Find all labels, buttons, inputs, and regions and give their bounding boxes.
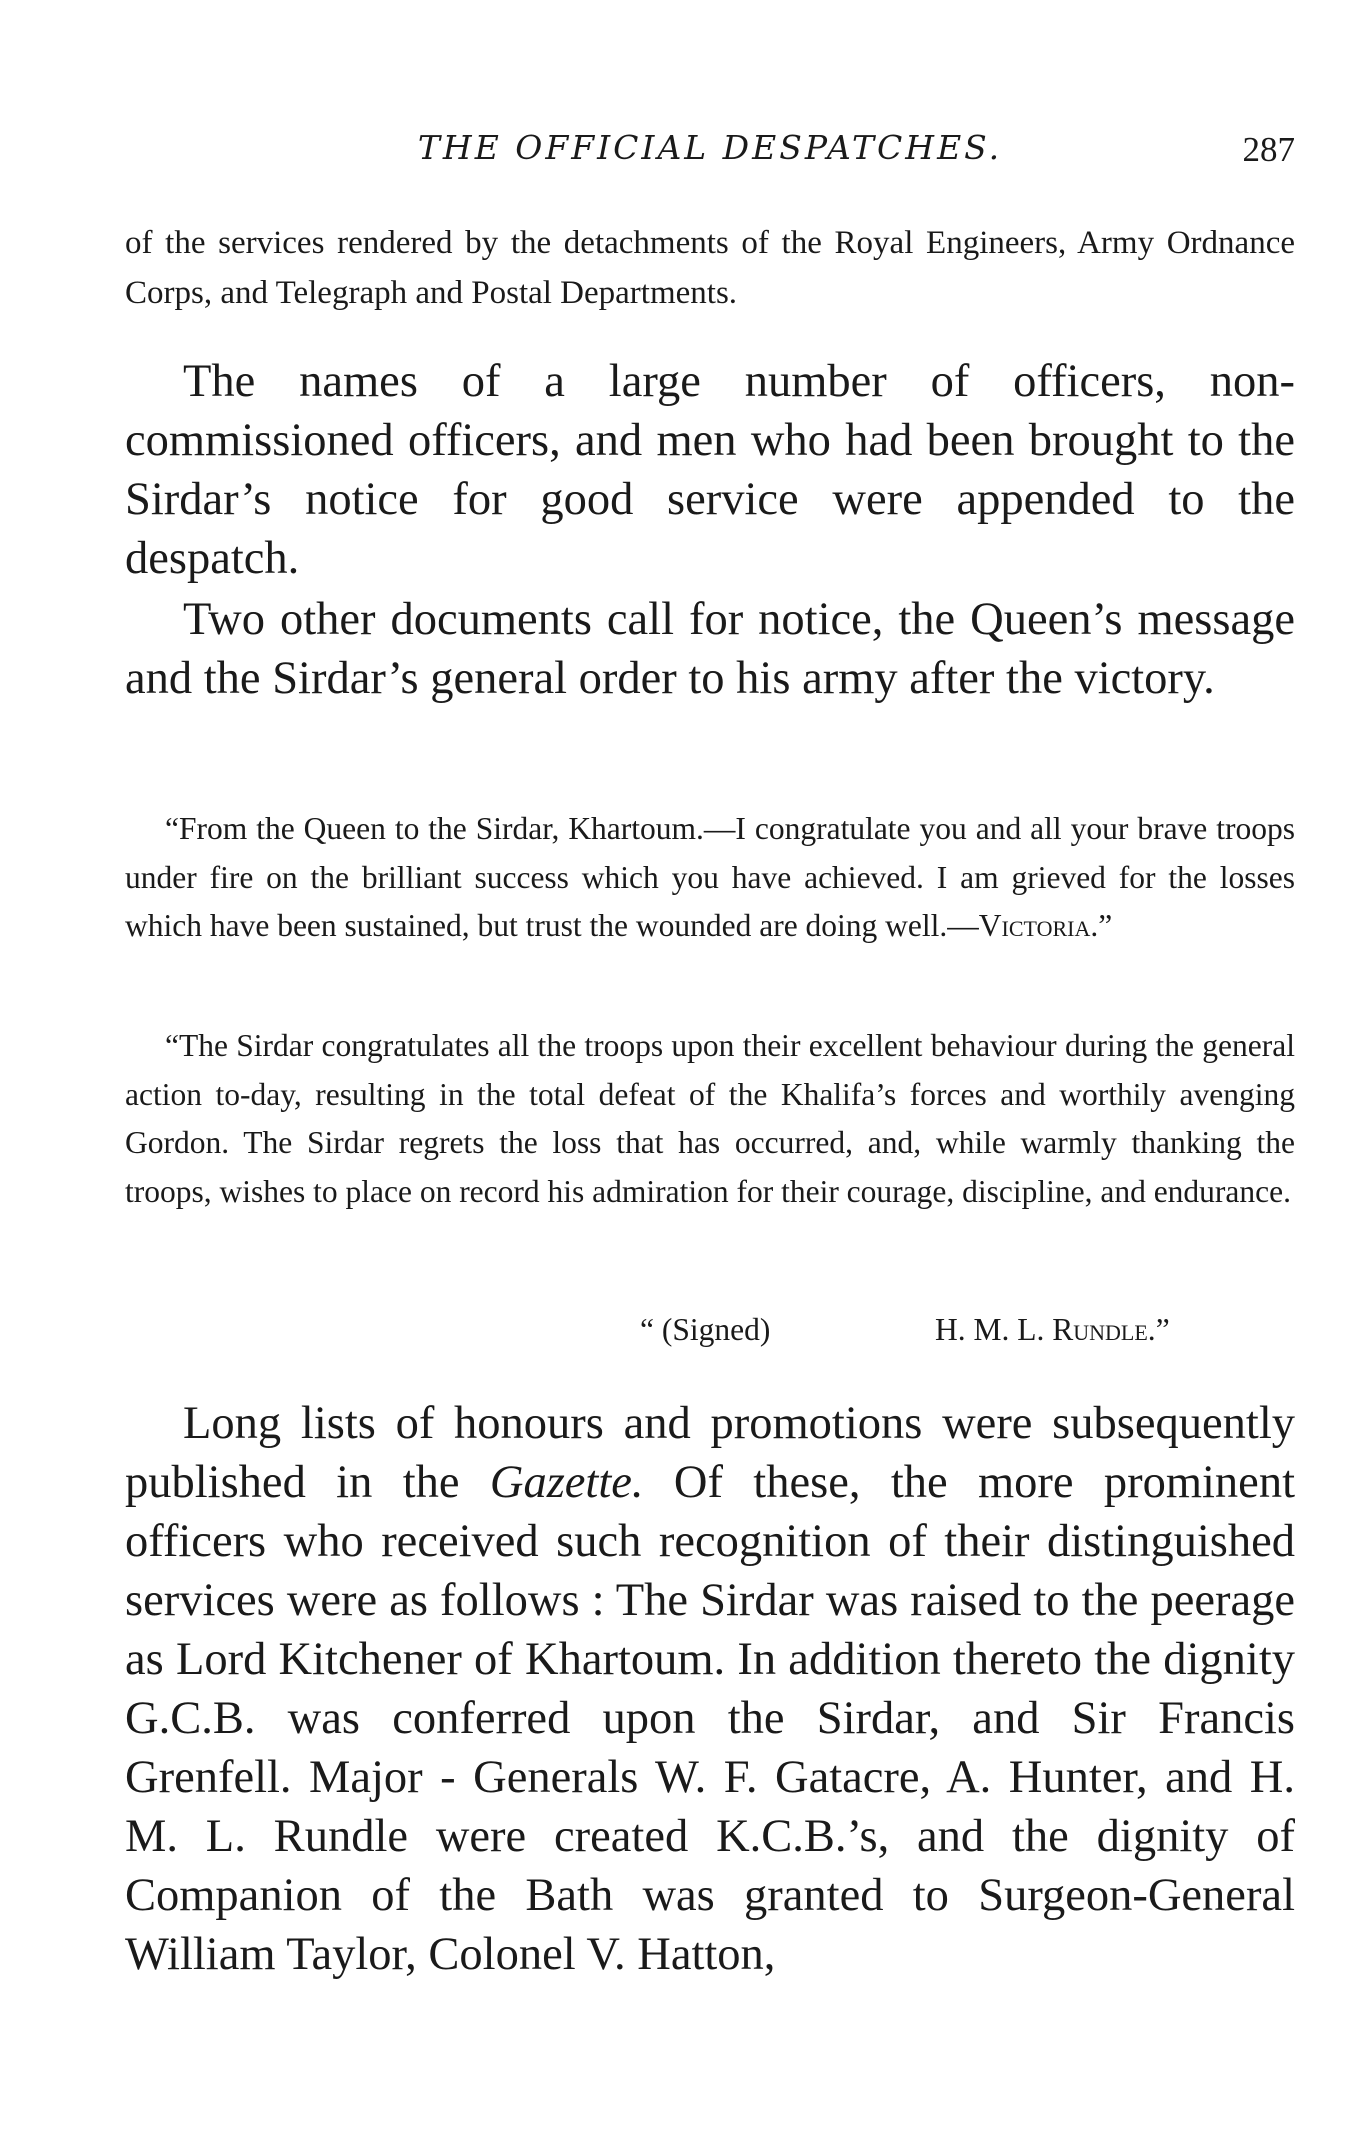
paragraph-honours [125, 1394, 1295, 1984]
page-number: 287 [1242, 130, 1295, 169]
queen-message-text: “From the Queen to the Sirdar, Khartoum.—I congratulate you and all your brave troops under fire on the brilliant success which you have achieved. I am grieved for the losses which have been sustained, but trust the wounded are doing well.— [125, 811, 1295, 943]
honours-text-start: Long lists of honours and promotions were subsequently published in the [125, 1398, 1295, 1508]
paragraph-names-appended: The names of a large number of officers, non-commissioned officers, and men who had been brought to the Sirdar’s notice for good service were appended to the despatch. [125, 356, 1295, 584]
honours-text-rest: Of these, the more prominent officers who received such recognition of their distinguished services were as follows : The Sirdar was raised to the peerage as Lord Kitchener of Khartoum. In addition thereto the dignity G.C.B. was conferred upon the Sirdar, and Sir Francis Grenfell. Major - Generals W. F. Gatacre, A. Hunter, and H. M. L. Rundle were created K.C.B.’s, and the dignity of Companion of the Bath was granted to Surgeon-General William Taylor, Colonel V. Hatton, [125, 1457, 1295, 1980]
gazette-title: Gazette. [489, 1457, 644, 1508]
paragraph-two-documents: Two other documents call for notice, the Queen’s message and the Sirdar’s general order to his army after the victory. [125, 594, 1295, 704]
signed-name [935, 1312, 1170, 1348]
signed-close: ” [1155, 1312, 1170, 1347]
running-head [125, 128, 1295, 178]
queen-message-signoff: Victoria. [978, 908, 1099, 943]
queen-message-close: ” [1098, 908, 1113, 943]
signed-name-surname: Rundle. [1052, 1312, 1156, 1347]
signed-name-initials: H. M. L. [935, 1312, 1053, 1347]
queen-message [125, 805, 1295, 951]
signed-label: “ (Signed) [640, 1312, 771, 1347]
running-title: THE OFFICIAL DESPATCHES. [417, 128, 1003, 167]
paragraph-continued: of the services rendered by the detachments of the Royal Engineers, Army Ordnance Corps, and Telegraph and Postal Departments. [125, 225, 1295, 311]
sirdar-general-order: “The Sirdar congratulates all the troops upon their excellent behaviour during the general action to-day, resulting in the total defeat of the Khalifa’s forces and worthily avenging Gordon. The Sirdar regrets the loss that has occurred, and, while warmly thanking the troops, wishes to place on record his admiration for their courage, discipline, and endurance. [125, 1028, 1295, 1209]
